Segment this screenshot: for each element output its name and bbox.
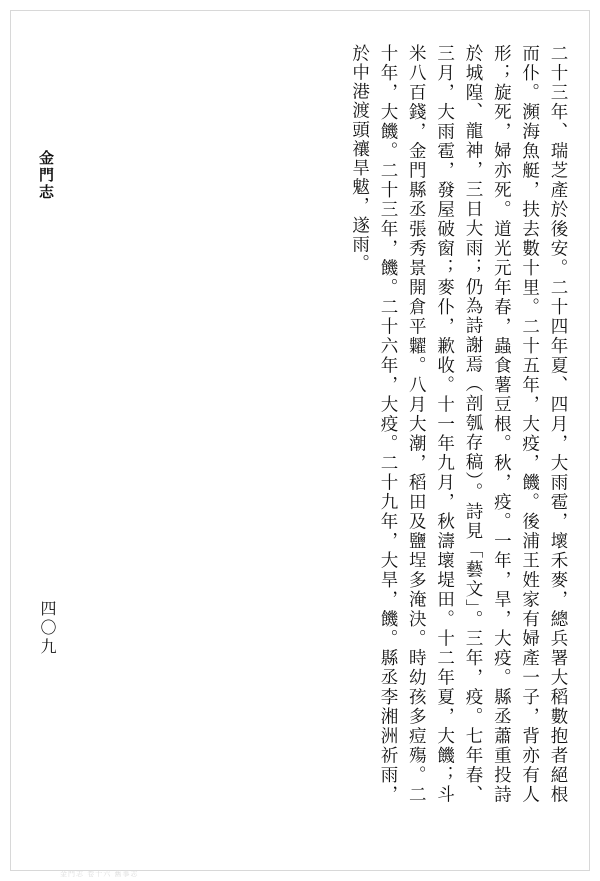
scan-artifact-text: 金門志 卷十六 舊事志 [60,870,139,878]
book-title: 金門志 [37,150,55,201]
body-paragraph: 二十三年、瑞芝產於後安。二十四年夏、四月，大雨雹，壞禾麥，總兵署大稻數抱者絕根而仆。瀕海魚艇，扶去數十里。二十五年，大疫，饑。後浦王姓家有婦產一子，背亦有人形；旋死，婦亦死。道光元年春，蟲食薯豆根。秋，疫。一年，旱，大疫。縣丞蕭重投詩於城隍、龍神，三日大雨；仍為詩謝焉（剖瓠存稿）。詩見「藝文」。三年，疫。七年春、三月，大雨雹，發屋破窗；麥仆，歉收。十一年九月，秋濤壞堤田。十二年夏，大饑；斗米八百錢，金門縣丞張秀景開倉平糶。八月大潮，稻田及鹽埕多淹決。時幼孩多痘殤。二十年，大饑。二十三年，饑。二十六年，大疫。二十九年，大旱，饑。縣丞李湘洲祈雨，於中港渡頭禳旱魃，遂雨。 [349,44,568,804]
vertical-body-text [28,44,572,804]
page-number: 四〇九 [38,600,57,657]
